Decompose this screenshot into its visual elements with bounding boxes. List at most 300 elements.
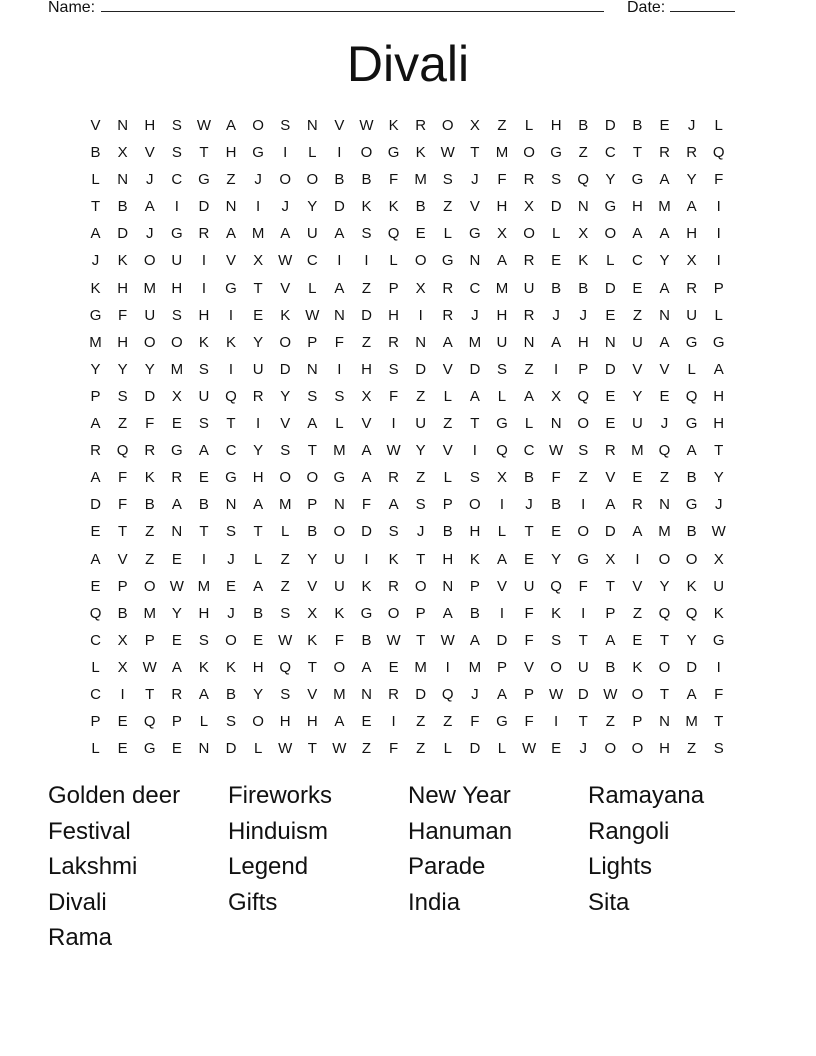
grid-cell: D [198, 198, 210, 216]
grid-cell: O [306, 171, 319, 189]
name-field[interactable] [48, 0, 604, 18]
grid-cell: W [549, 442, 564, 460]
grid-cell: T [199, 523, 209, 541]
grid-cell: X [686, 252, 697, 270]
grid-cell: Q [279, 658, 292, 676]
grid-cell: K [226, 333, 237, 351]
grid-cell: H [496, 306, 508, 324]
grid-cell: E [524, 550, 535, 568]
grid-cell: K [361, 198, 372, 216]
grid-cell: F [334, 631, 344, 649]
grid-cell: H [252, 658, 264, 676]
grid-cell: Z [443, 198, 453, 216]
grid-cell: A [171, 496, 182, 514]
date-field[interactable] [627, 0, 735, 18]
grid-cell: R [415, 117, 427, 134]
grid-cell: N [361, 685, 372, 703]
grid-cell: S [551, 171, 562, 189]
grid-cell: D [361, 523, 372, 541]
grid-cell: B [415, 198, 426, 216]
grid-cell: B [686, 469, 697, 487]
grid-cell: V [442, 360, 453, 378]
grid-cell: T [416, 550, 426, 568]
grid-cell: Z [659, 469, 670, 487]
grid-cell: R [252, 387, 264, 405]
grid-cell: Y [632, 387, 643, 405]
grid-cell: K [198, 658, 209, 676]
grid-cell: A [280, 225, 291, 243]
grid-cell: O [306, 469, 319, 487]
grid-cell: E [226, 577, 237, 595]
grid-cell: W [711, 523, 726, 541]
grid-cell: Y [117, 360, 128, 378]
grid-cell: S [307, 387, 318, 405]
grid-cell: J [552, 306, 560, 324]
grid-cell: U [686, 306, 698, 324]
grid-cell: K [388, 198, 399, 216]
grid-cell: Q [685, 604, 698, 622]
word-list-item: Festival [48, 817, 131, 845]
grid-cell: S [469, 469, 480, 487]
grid-cell: N [198, 740, 210, 758]
grid-cell: Y [171, 604, 182, 622]
grid-cell: F [524, 631, 534, 649]
grid-cell: Y [686, 631, 697, 649]
grid-cell: N [225, 496, 237, 514]
grid-cell: J [579, 740, 587, 758]
grid-cell: P [307, 496, 318, 514]
grid-cell: X [171, 387, 182, 405]
grid-cell: Z [416, 740, 426, 758]
grid-cell: H [306, 713, 318, 731]
grid-cell: T [145, 685, 155, 703]
grid-cell: B [686, 523, 697, 541]
grid-cell: M [495, 144, 509, 162]
grid-cell: P [307, 333, 318, 351]
grid-cell: N [604, 333, 616, 351]
grid-cell: P [632, 713, 643, 731]
grid-cell: W [278, 740, 293, 758]
grid-cell: D [333, 198, 345, 216]
grid-cell: I [174, 198, 179, 216]
grid-cell: I [337, 144, 342, 162]
grid-cell: X [713, 550, 724, 568]
grid-cell: A [226, 225, 237, 243]
grid-cell: G [685, 496, 698, 514]
grid-cell: A [226, 117, 237, 134]
grid-cell: K [198, 333, 209, 351]
grid-cell: D [469, 360, 481, 378]
grid-cell: E [388, 658, 399, 676]
date-line[interactable] [670, 0, 735, 12]
grid-cell: I [337, 252, 342, 270]
grid-cell: W [142, 658, 157, 676]
grid-cell: Q [658, 442, 671, 460]
grid-cell: T [118, 523, 128, 541]
grid-cell: E [198, 469, 209, 487]
grid-cell: I [716, 252, 721, 270]
grid-cell: I [391, 415, 396, 433]
grid-cell: D [361, 306, 372, 324]
grid-cell: S [713, 740, 724, 758]
grid-cell: J [471, 685, 479, 703]
grid-cell: Y [253, 685, 264, 703]
grid-cell: Q [685, 387, 698, 405]
grid-cell: W [386, 631, 401, 649]
grid-cell: A [253, 496, 264, 514]
grid-cell: E [171, 631, 182, 649]
grid-cell: R [659, 144, 670, 162]
grid-cell: H [550, 117, 562, 134]
grid-cell: P [713, 279, 724, 297]
grid-cell: H [225, 144, 237, 162]
grid-cell: V [280, 279, 291, 297]
grid-cell: S [226, 713, 237, 731]
grid-cell: G [712, 333, 725, 351]
grid-cell: O [143, 333, 156, 351]
letter-grid [82, 112, 732, 762]
grid-cell: A [253, 577, 264, 595]
grid-cell: G [604, 198, 617, 216]
grid-cell: I [635, 550, 640, 568]
grid-cell: T [226, 415, 236, 433]
grid-cell: T [714, 442, 724, 460]
grid-cell: W [440, 631, 455, 649]
grid-cell: T [632, 144, 642, 162]
grid-cell: M [685, 713, 698, 731]
grid-cell: D [604, 523, 616, 541]
grid-cell: T [524, 523, 534, 541]
grid-cell: S [442, 171, 453, 189]
grid-cell: D [144, 387, 156, 405]
grid-cell: F [388, 171, 399, 189]
grid-cell: S [578, 442, 589, 460]
grid-cell: N [415, 333, 427, 351]
name-line[interactable] [101, 0, 604, 12]
grid-cell: G [170, 442, 183, 460]
grid-cell: H [279, 713, 291, 731]
grid-cell: F [145, 415, 155, 433]
grid-cell: S [171, 144, 182, 162]
grid-cell: A [686, 442, 697, 460]
word-list-item: Golden deer [48, 782, 181, 809]
grid-cell: T [470, 415, 480, 433]
grid-cell: T [90, 198, 101, 216]
grid-cell: O [577, 523, 590, 541]
grid-cell: I [581, 604, 586, 622]
grid-cell: X [117, 658, 128, 676]
grid-cell: W [440, 144, 455, 162]
word-list-item: Divali [48, 888, 107, 916]
grid-cell: W [359, 117, 374, 134]
grid-cell: A [659, 225, 670, 243]
grid-cell: B [90, 144, 101, 162]
grid-cell: B [144, 496, 155, 514]
grid-cell: P [442, 496, 453, 514]
grid-cell: Z [145, 523, 155, 541]
grid-cell: Z [361, 279, 372, 297]
grid-cell: P [90, 713, 101, 731]
grid-cell: S [280, 442, 291, 460]
grid-cell: I [716, 658, 721, 676]
grid-cell: L [308, 144, 317, 162]
grid-cell: Y [307, 550, 318, 568]
grid-cell: A [632, 523, 643, 541]
grid-cell: W [386, 442, 401, 460]
grid-cell: O [414, 252, 427, 270]
grid-cell: M [143, 279, 156, 297]
grid-cell: T [199, 144, 209, 162]
grid-cell: G [550, 144, 562, 162]
grid-cell: T [253, 279, 263, 297]
grid-cell: U [415, 415, 427, 433]
grid-cell: V [361, 415, 372, 433]
grid-cell: E [90, 577, 101, 595]
grid-cell: Z [687, 740, 697, 758]
grid-cell: A [144, 198, 155, 216]
grid-cell: M [333, 685, 346, 703]
grid-cell: G [143, 740, 156, 758]
grid-cell: Y [144, 360, 155, 378]
grid-cell: F [388, 740, 399, 758]
grid-cell: R [523, 306, 535, 324]
grid-cell: M [278, 496, 292, 514]
grid-cell: C [632, 252, 643, 270]
grid-cell: I [228, 360, 234, 378]
grid-cell: O [523, 225, 535, 243]
grid-cell: R [442, 306, 454, 324]
grid-cell: I [418, 306, 423, 324]
grid-cell: A [361, 442, 372, 460]
grid-cell: O [685, 550, 698, 568]
word-list-item: Lakshmi [48, 853, 138, 880]
grid-cell: A [496, 685, 507, 703]
grid-cell: A [469, 387, 480, 405]
grid-cell: R [442, 279, 454, 297]
grid-cell: B [632, 117, 643, 134]
grid-cell: T [605, 577, 615, 595]
grid-cell: L [91, 171, 100, 189]
grid-cell: L [281, 523, 290, 541]
grid-cell: P [469, 577, 480, 595]
grid-cell: F [714, 171, 724, 189]
grid-cell: B [578, 117, 589, 134]
grid-cell: Z [280, 577, 290, 595]
grid-cell: U [333, 550, 345, 568]
grid-cell: P [388, 279, 399, 297]
grid-cell: B [469, 604, 480, 622]
word-list-item: Parade [408, 853, 486, 880]
grid-cell: C [306, 252, 318, 270]
grid-cell: M [333, 442, 346, 460]
grid-cell: T [659, 685, 670, 703]
grid-cell: M [197, 577, 211, 595]
grid-cell: J [227, 604, 235, 622]
grid-cell: B [307, 523, 318, 541]
grid-cell: K [551, 604, 562, 622]
grid-cell: I [716, 225, 721, 243]
grid-cell: Z [632, 604, 642, 622]
grid-cell: B [361, 171, 372, 189]
grid-cell: Y [713, 469, 724, 487]
grid-cell: E [253, 631, 264, 649]
grid-cell: Z [118, 415, 128, 433]
grid-cell: L [497, 740, 507, 758]
grid-cell: X [496, 469, 507, 487]
grid-cell: T [659, 631, 670, 649]
grid-cell: I [445, 658, 450, 676]
grid-cell: A [388, 496, 399, 514]
grid-cell: L [714, 117, 723, 134]
grid-cell: T [578, 631, 588, 649]
grid-cell: L [443, 469, 452, 487]
grid-cell: G [198, 171, 210, 189]
grid-cell: J [471, 171, 479, 189]
grid-cell: K [280, 306, 291, 324]
grid-cell: A [442, 604, 453, 622]
grid-cell: I [364, 550, 369, 568]
grid-cell: G [170, 225, 183, 243]
grid-cell: M [495, 279, 509, 297]
grid-cell: X [605, 550, 616, 568]
grid-cell: X [578, 225, 589, 243]
grid-cell: X [469, 117, 480, 134]
grid-cell: U [523, 577, 535, 595]
grid-cell: Y [551, 550, 562, 568]
grid-cell: M [468, 658, 482, 676]
word-list-item: New Year [408, 782, 511, 809]
grid-cell: Y [307, 198, 318, 216]
grid-cell: G [631, 171, 644, 189]
grid-cell: J [471, 306, 479, 324]
grid-cell: D [415, 360, 427, 378]
grid-cell: I [499, 604, 505, 622]
grid-cell: R [686, 279, 698, 297]
grid-cell: Q [116, 442, 129, 460]
grid-cell: L [335, 415, 344, 433]
grid-cell: S [198, 360, 209, 378]
grid-cell: P [496, 658, 507, 676]
grid-cell: Z [226, 171, 236, 189]
grid-cell: H [469, 523, 481, 541]
grid-cell: V [307, 685, 318, 703]
grid-cell: T [714, 713, 724, 731]
grid-cell: D [469, 740, 481, 758]
word-list-item: Lights [588, 853, 653, 880]
grid-cell: Z [416, 713, 426, 731]
grid-cell: R [388, 577, 399, 595]
grid-cell: Q [387, 225, 400, 243]
grid-cell: O [631, 685, 644, 703]
grid-cell: C [90, 631, 101, 649]
grid-cell: R [90, 442, 101, 460]
grid-cell: Q [550, 577, 562, 595]
grid-cell: J [145, 171, 154, 189]
grid-cell: I [391, 713, 396, 731]
word-list-item: Gifts [228, 888, 278, 916]
grid-cell: M [170, 360, 184, 378]
grid-cell: F [524, 604, 534, 622]
grid-cell: L [606, 252, 615, 270]
word-list-item: Fireworks [228, 782, 333, 809]
grid-cell: I [499, 496, 505, 514]
grid-cell: O [441, 117, 454, 134]
grid-cell: R [523, 252, 535, 270]
grid-cell: S [280, 117, 291, 134]
grid-cell: K [307, 631, 318, 649]
grid-cell: E [551, 523, 562, 541]
grid-cell: V [280, 415, 291, 433]
grid-cell: W [278, 252, 293, 270]
grid-cell: K [388, 117, 399, 134]
grid-cell: E [117, 713, 128, 731]
grid-cell: V [469, 198, 480, 216]
grid-cell: U [252, 360, 264, 378]
grid-cell: H [496, 198, 508, 216]
grid-cell: V [632, 360, 643, 378]
grid-cell: L [551, 225, 561, 243]
grid-cell: G [89, 306, 102, 324]
grid-cell: B [551, 279, 562, 297]
grid-cell: N [117, 117, 129, 134]
grid-cell: E [253, 306, 264, 324]
grid-cell: L [199, 713, 209, 731]
grid-cell: Y [686, 171, 697, 189]
grid-cell: S [198, 415, 209, 433]
grid-cell: Q [496, 442, 508, 460]
grid-cell: W [332, 740, 347, 758]
grid-cell: F [118, 469, 128, 487]
grid-cell: V [334, 117, 345, 134]
grid-cell: O [577, 415, 590, 433]
grid-cell: I [201, 550, 206, 568]
grid-cell: R [632, 496, 643, 514]
grid-cell: O [658, 658, 671, 676]
grid-cell: V [226, 252, 237, 270]
grid-cell: N [659, 496, 670, 514]
grid-cell: S [117, 387, 128, 405]
grid-cell: H [659, 740, 670, 758]
grid-cell: M [658, 523, 671, 541]
grid-cell: I [364, 252, 369, 270]
grid-cell: N [225, 198, 237, 216]
grid-cell: F [470, 713, 480, 731]
page-title: Divali [346, 36, 470, 92]
grid-cell: A [90, 469, 101, 487]
grid-cell: C [225, 442, 237, 460]
grid-cell: H [388, 306, 399, 324]
grid-cell: F [551, 469, 561, 487]
grid-cell: S [280, 604, 291, 622]
grid-cell: V [307, 577, 318, 595]
grid-cell: H [198, 604, 210, 622]
grid-cell: X [496, 225, 507, 243]
word-list-item: Rama [48, 924, 113, 951]
grid-cell: S [388, 523, 399, 541]
grid-cell: O [469, 496, 481, 514]
grid-cell: B [117, 604, 128, 622]
grid-cell: R [198, 225, 210, 243]
grid-cell: A [551, 333, 562, 351]
grid-cell: Z [443, 415, 453, 433]
grid-cell: A [659, 279, 670, 297]
grid-cell: H [361, 360, 372, 378]
grid-cell: J [145, 225, 154, 243]
grid-cell: N [333, 306, 345, 324]
grid-cell: V [524, 658, 535, 676]
grid-cell: X [307, 604, 318, 622]
grid-cell: I [283, 144, 288, 162]
